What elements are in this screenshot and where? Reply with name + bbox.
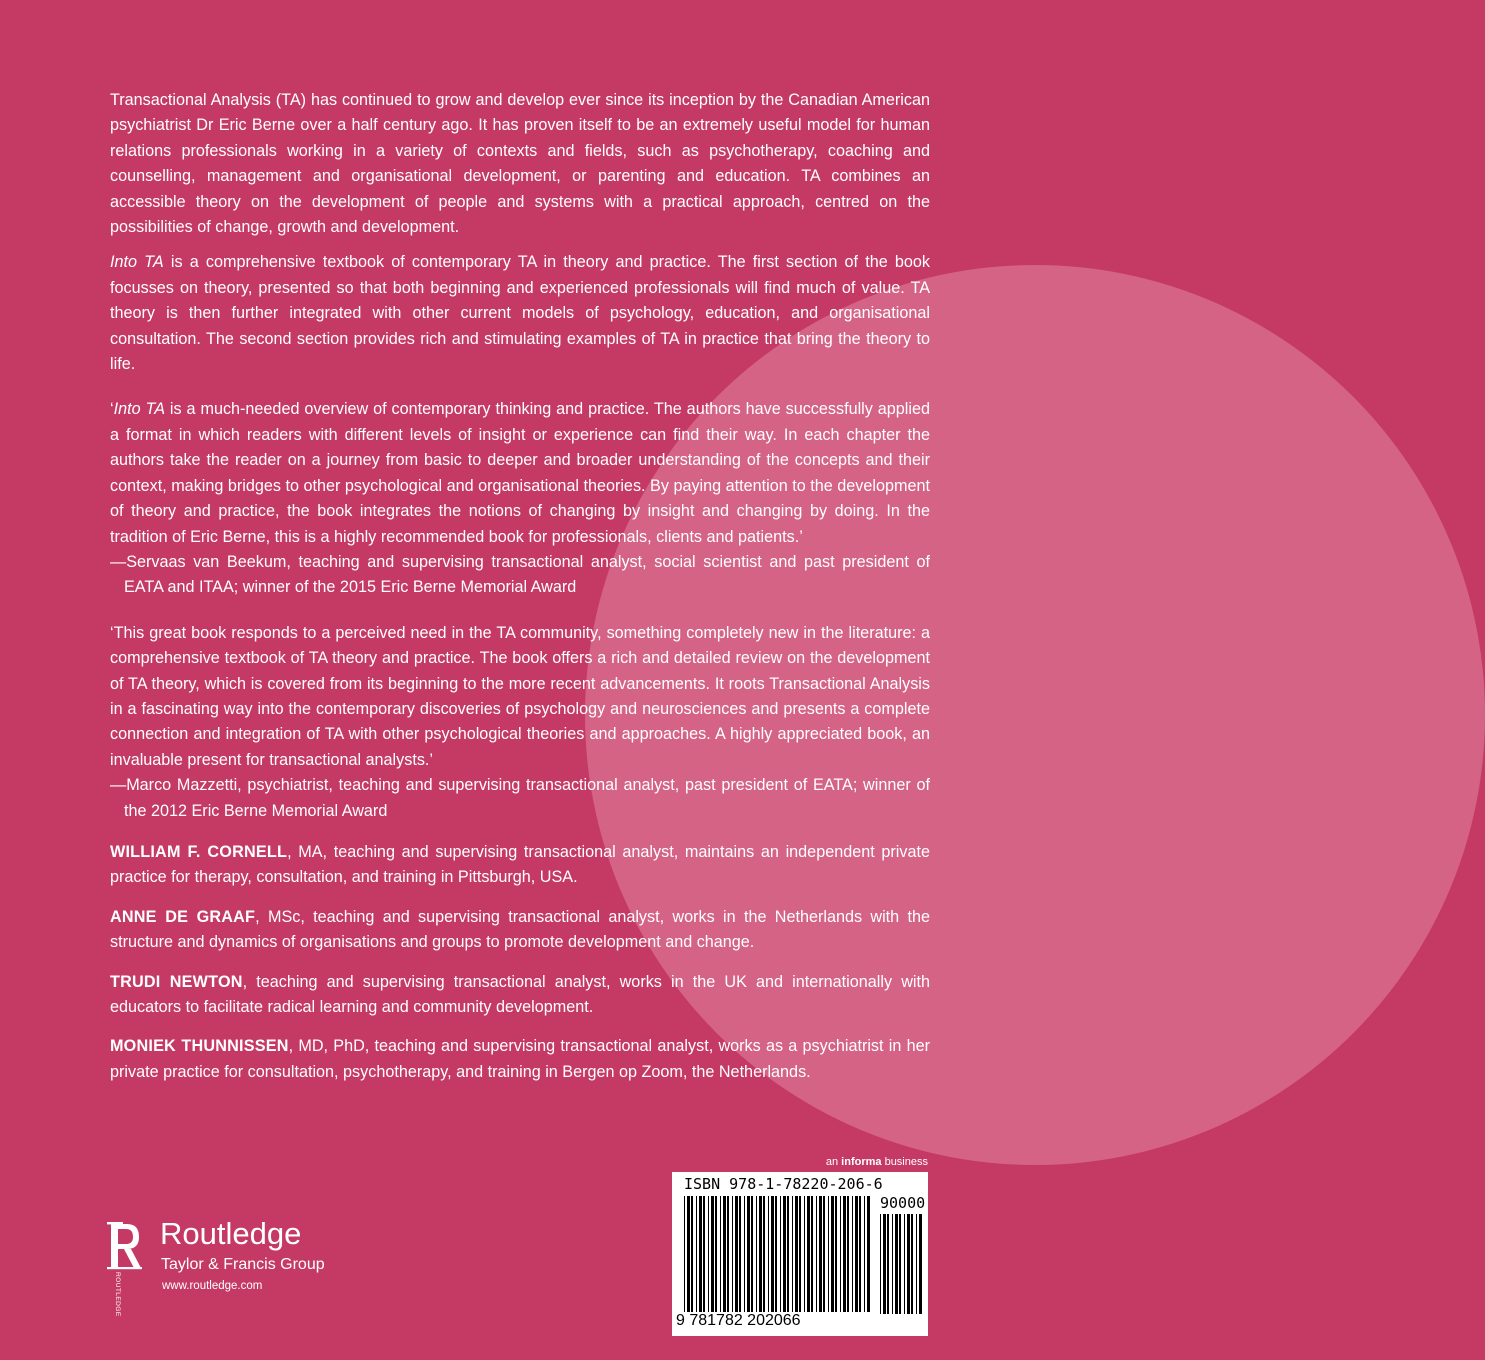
isbn-text: ISBN 978-1-78220-206-6 xyxy=(684,1175,883,1193)
barcode-bar xyxy=(819,1196,822,1312)
barcode-bar xyxy=(715,1196,717,1312)
barcode-bar xyxy=(835,1196,837,1312)
barcode-bar xyxy=(804,1196,805,1312)
barcode-bar xyxy=(859,1196,861,1312)
barcode-bar xyxy=(883,1214,886,1314)
author-bio xyxy=(110,970,930,1021)
author-description: , MA, teaching and supervising transactional analyst, maintains an independent private practice for therapy, consultation, and training in Pittsburgh, USA. xyxy=(110,842,930,887)
barcode-addon-number: 90000 xyxy=(880,1194,926,1212)
barcode-bar xyxy=(735,1196,738,1312)
author-bio xyxy=(110,1034,930,1085)
blurb-paragraph-2-text: is a comprehensive textbook of contemporary TA in theory and practice. The first section of the book focusses on theory, presented so that both beginning and experienced professionals will find much of value. TA theory is then further integrated with other current models of psychology, education, and organisational consultation. The second section provides rich and stimulating examples of TA in practice that bring the theory to life. xyxy=(110,253,930,374)
barcode-icon xyxy=(682,1196,872,1314)
barcode-bar xyxy=(847,1196,849,1312)
barcode-bar xyxy=(899,1214,901,1314)
barcode-bar xyxy=(751,1196,753,1312)
barcode-bar xyxy=(696,1196,697,1312)
barcode-bar xyxy=(783,1196,786,1312)
barcode-bar xyxy=(792,1196,793,1312)
barcode-bar xyxy=(739,1196,741,1312)
barcode-number: 9 781782 202066 xyxy=(676,1312,801,1329)
barcode-bar xyxy=(887,1214,889,1314)
barcode-bar xyxy=(691,1196,693,1312)
barcode-bar xyxy=(703,1196,705,1312)
barcode-bar xyxy=(723,1196,726,1312)
barcode-bar xyxy=(744,1196,745,1312)
barcode-bar xyxy=(763,1196,765,1312)
barcode-bar xyxy=(892,1214,893,1314)
barcode-addon-icon xyxy=(878,1214,922,1314)
author-bio xyxy=(110,840,930,891)
barcode-bar xyxy=(787,1196,789,1312)
barcode-bar xyxy=(816,1196,817,1312)
author-name: ANNE DE GRAAF xyxy=(110,907,256,926)
quote-1-attribution: —Servaas van Beekum, teaching and supervising transactional analyst, social scientist and past president of EATA and ITAA; winner of the 2015 Eric Berne Memorial Award xyxy=(110,552,930,597)
barcode-bar xyxy=(907,1214,910,1314)
barcode-bar xyxy=(852,1196,853,1312)
barcode-bar xyxy=(840,1196,841,1312)
barcode-bar xyxy=(708,1196,709,1312)
informa-tagline: an informa business xyxy=(825,1156,928,1168)
barcode-bar xyxy=(867,1196,870,1312)
author-name: MONIEK THUNNISSEN xyxy=(110,1037,289,1056)
barcode-bar xyxy=(895,1214,898,1314)
barcode-bar xyxy=(855,1196,858,1312)
barcode-bar xyxy=(747,1196,750,1312)
book-title: Into TA xyxy=(110,253,164,272)
barcode-bar xyxy=(699,1196,702,1312)
quote-2: ‘This great book responds to a perceived need in the TA community, something completely new in the literature: a comprehensive textbook of TA theory and practice. The book offers a rich and detailed review on the development of TA theory, which is covered from its beginning to the more recent advancements. It roots Transactional Analysis in a fascinating way into the contemporary discoveries of psychology and neurosciences and presents a complete connection and integration of TA with other psychological theories and approaches. A highly appreciated book, an invaluable present for transactional analysts.’ xyxy=(110,623,930,769)
barcode-bar xyxy=(919,1214,922,1314)
barcode-bar xyxy=(807,1196,810,1312)
barcode-bar xyxy=(771,1196,774,1312)
barcode-bar xyxy=(775,1196,777,1312)
barcode-bar xyxy=(768,1196,769,1312)
publisher-group: Taylor & Francis Group xyxy=(161,1256,325,1273)
barcode-bar xyxy=(828,1196,829,1312)
barcode-bar xyxy=(759,1196,762,1312)
author-description: , teaching and supervising transactional analyst, works in the UK and internationally with educators to facilitate radical learning and community development. xyxy=(110,972,930,1016)
author-bio xyxy=(110,905,930,956)
barcode-bar xyxy=(720,1196,721,1312)
blurb-paragraph-1: Transactional Analysis (TA) has continued to grow and develop ever since its inception by the Canadian American psychiatrist Dr Eric Berne over a half century ago. It has proven itself to be an extremely useful model for human relations professionals working in a variety of contexts and fields, such as psychotherapy, coaching and counselling, management and organisational development, or parenting and education. TA combines an accessible theory on the development of people and systems with a practical approach, centred on the possibilities of change, growth and development. xyxy=(110,91,930,237)
publisher-name: Routledge xyxy=(160,1216,302,1251)
barcode-bar xyxy=(687,1196,690,1312)
barcode-bar xyxy=(727,1196,729,1312)
barcode-bar xyxy=(916,1214,917,1314)
barcode-bar xyxy=(904,1214,905,1314)
quote-1-book-title: Into TA xyxy=(113,400,166,419)
barcode-bar xyxy=(799,1196,801,1312)
barcode-panel xyxy=(672,1172,928,1336)
barcode-bar xyxy=(811,1196,813,1312)
quote-1-open-mark: ‘ xyxy=(110,400,114,419)
barcode-bar xyxy=(823,1196,825,1312)
barcode-bar xyxy=(831,1196,834,1312)
barcode-bar xyxy=(711,1196,714,1312)
routledge-r-logo-icon xyxy=(104,1218,144,1317)
svg-text:ROUTLEDGE: ROUTLEDGE xyxy=(114,1272,121,1317)
barcode-bar xyxy=(843,1196,846,1312)
barcode-bar xyxy=(780,1196,781,1312)
publisher-url: www.routledge.com xyxy=(162,1280,263,1292)
quote-1-text: is a much-needed overview of contemporary thinking and practice. The authors have successfully applied a format in which readers with different levels of insight or experience can find their way. In each chapter the authors take the reader on a journey from basic to deeper and broader understanding of the concepts and their context, making bridges to other psychological and organisational theories. By paying attention to the development of theory and practice, the book integrates the notions of changing by insight and changing by doing. In the tradition of Eric Berne, this is a highly recommended book for professionals, clients and patients.’ xyxy=(110,400,930,546)
author-name: WILLIAM F. CORNELL xyxy=(110,842,288,861)
back-cover-text xyxy=(110,88,930,1099)
quote-1 xyxy=(110,397,930,549)
barcode-bar xyxy=(864,1196,865,1312)
barcode-bar xyxy=(795,1196,798,1312)
blurb-paragraph-2 xyxy=(110,250,930,377)
barcode-bar xyxy=(911,1214,913,1314)
author-description: , MD, PhD, teaching and supervising transactional analyst, works as a psychiatrist in her private practice for consultation, psychotherapy, and training in Bergen op Zoom, the Netherlands. xyxy=(110,1037,931,1081)
quote-2-attribution: —Marco Mazzetti, psychiatrist, teaching and supervising transactional analyst, past president of EATA; winner of the 2012 Eric Berne Memorial Award xyxy=(110,776,930,820)
barcode-bar xyxy=(880,1214,881,1314)
author-name: TRUDI NEWTON xyxy=(110,972,243,991)
author-description: , MSc, teaching and supervising transactional analyst, works in the Netherlands with the structure and dynamics of organisations and groups to promote development and change. xyxy=(110,907,930,952)
barcode-bar xyxy=(756,1196,757,1312)
barcode-bar xyxy=(732,1196,733,1312)
barcode-bar xyxy=(684,1196,685,1312)
